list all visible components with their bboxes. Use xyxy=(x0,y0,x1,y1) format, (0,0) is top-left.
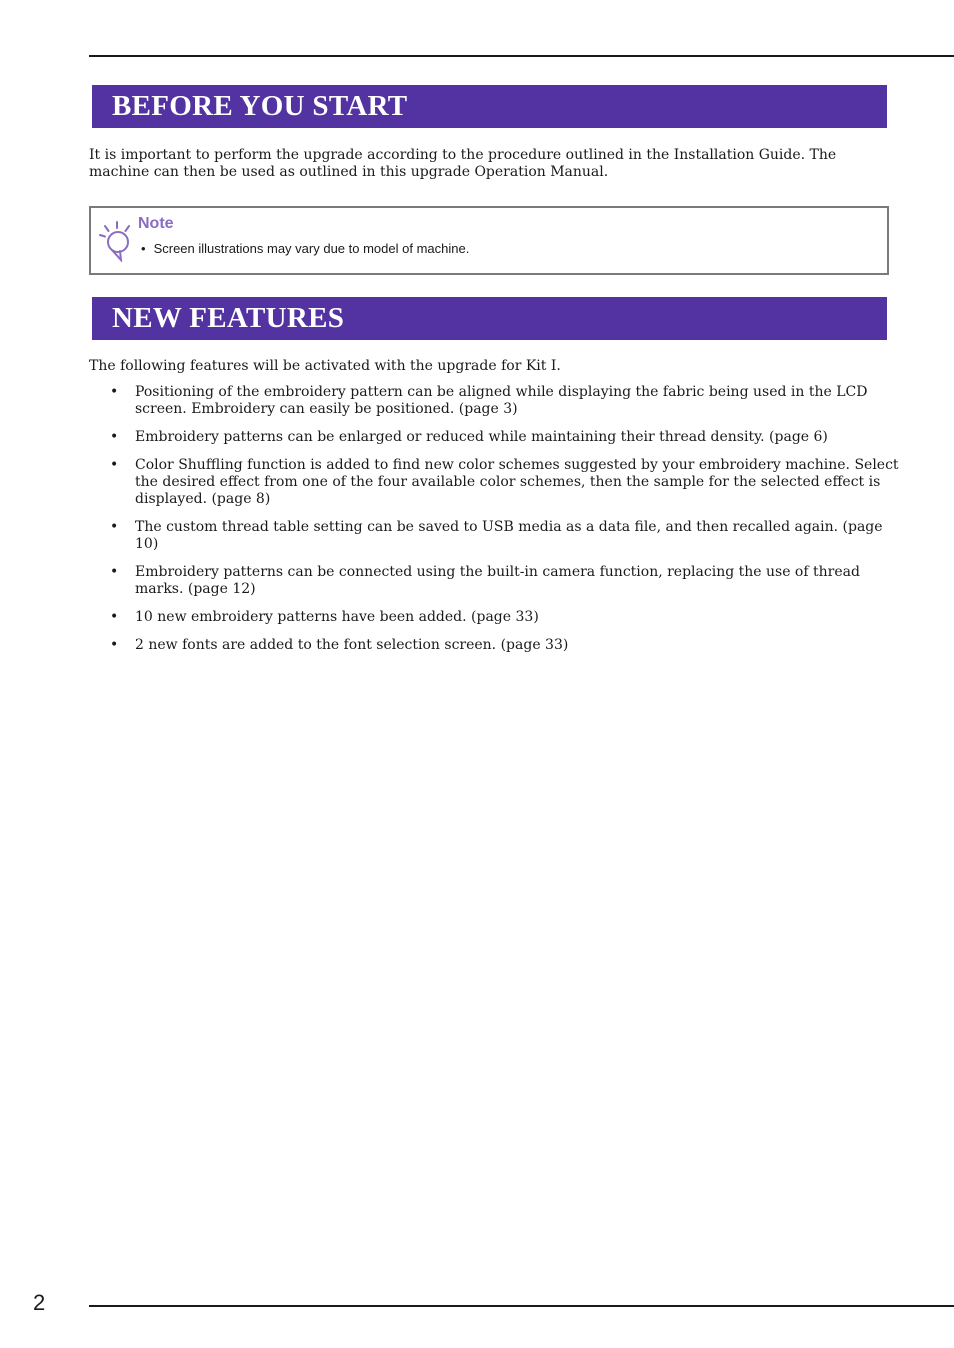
list-bullet: • xyxy=(110,609,119,625)
list-bullet: • xyxy=(110,457,119,473)
note-title: Note xyxy=(138,215,174,232)
list-bullet: • xyxy=(110,564,119,580)
new-features-intro: The following features will be activated with the upgrade for Kit I. xyxy=(89,358,561,374)
list-item-text: Positioning of the embroidery pattern can be aligned while displaying the fabric being used in the LCD screen. Embroidery can easily be positioned. (page 3) xyxy=(135,384,868,417)
list-bullet: • xyxy=(110,429,119,445)
list-item-text: Embroidery patterns can be connected using the built-in camera function, replacing the use of thread marks. (page 12) xyxy=(135,564,860,597)
list-item xyxy=(110,637,900,654)
section-title-before-you-start: BEFORE YOU START xyxy=(92,85,887,128)
note-bullet: • xyxy=(141,241,146,256)
features-list xyxy=(110,384,900,665)
list-item-text: Color Shuffling function is added to find new color schemes suggested by your embroidery machine. Select the desired effect from one of the four available color schemes, then the sample for the selected effect is displayed. (page 8) xyxy=(135,457,899,507)
list-bullet: • xyxy=(110,637,119,653)
before-you-start-text: It is important to perform the upgrade according to the procedure outlined in the Installation Guide. The machine can then be used as outlined in this upgrade Operation Manual. xyxy=(89,147,837,180)
list-item xyxy=(110,519,900,553)
note-item xyxy=(141,241,469,256)
note-item-text: Screen illustrations may vary due to model of machine. xyxy=(153,241,470,256)
list-item xyxy=(110,384,900,418)
page-number: 2 xyxy=(33,1290,46,1315)
list-bullet: • xyxy=(110,384,119,400)
note-box xyxy=(89,206,889,275)
list-item-text: 2 new fonts are added to the font selection screen. (page 33) xyxy=(135,637,569,653)
list-item xyxy=(110,609,900,626)
list-item-text: 10 new embroidery patterns have been added. (page 33) xyxy=(135,609,539,625)
list-item xyxy=(110,429,900,446)
list-item xyxy=(110,564,900,598)
top-rule xyxy=(89,55,954,57)
list-item-text: Embroidery patterns can be enlarged or reduced while maintaining their thread density. (page 6) xyxy=(135,429,828,445)
list-bullet: • xyxy=(110,519,119,535)
list-item xyxy=(110,457,900,508)
section-title-new-features: NEW FEATURES xyxy=(92,297,887,340)
lightbulb-note-icon xyxy=(99,220,135,262)
list-item-text: The custom thread table setting can be saved to USB media as a data file, and then recalled again. (page 10) xyxy=(135,519,883,552)
bottom-rule xyxy=(89,1305,954,1307)
